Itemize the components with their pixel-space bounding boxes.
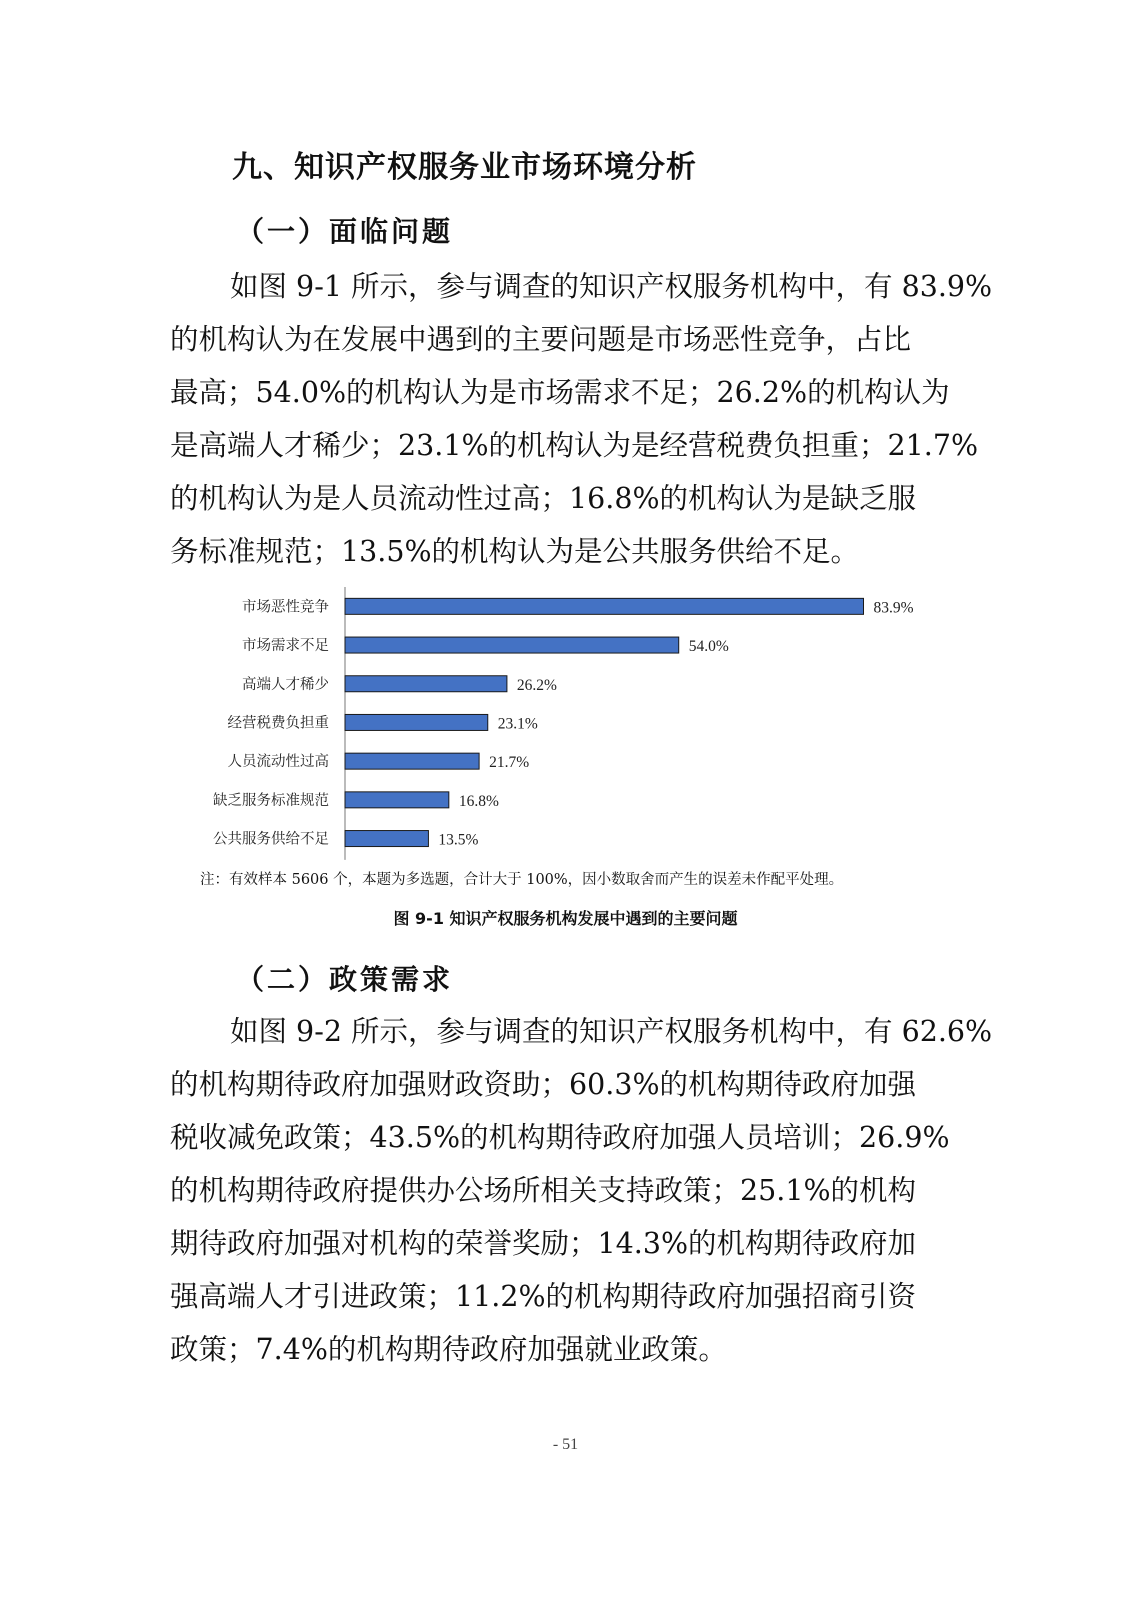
category-label: 公共服务供给不足	[213, 831, 329, 848]
paragraph-line: 如图 9-2 所示，参与调查的知识产权服务机构中，有 62.6%	[230, 1015, 993, 1048]
paragraph-line: 最高；54.0%的机构认为是市场需求不足；26.2%的机构认为	[170, 376, 950, 409]
paragraph-line: 是高端人才稀少；23.1%的机构认为是经营税费负担重；21.7%	[170, 429, 979, 462]
paragraph-line: 政策；7.4%的机构期待政府加强就业政策。	[170, 1333, 727, 1366]
data-label: 13.5%	[438, 831, 479, 849]
bar	[345, 637, 679, 653]
bar	[345, 598, 864, 614]
chart-note: 注：有效样本 5606 个，本题为多选题，合计大于 100%，因小数取舍而产生的误差未作配平处理。	[200, 872, 844, 888]
paragraph-line: 如图 9-1 所示，参与调查的知识产权服务机构中，有 83.9%	[230, 270, 993, 303]
paragraph-line: 期待政府加强对机构的荣誉奖励；14.3%的机构期待政府加	[170, 1227, 917, 1260]
category-label: 高端人才稀少	[242, 676, 329, 693]
data-label: 26.2%	[516, 676, 557, 694]
bar	[345, 792, 449, 808]
paragraph-line: 的机构认为是人员流动性过高；16.8%的机构认为是缺乏服	[170, 482, 917, 515]
section-title: 九、知识产权服务业市场环境分析	[232, 150, 697, 185]
data-label: 83.9%	[873, 599, 914, 617]
bar	[345, 831, 428, 847]
paragraph-problems	[170, 260, 993, 578]
data-label: 16.8%	[458, 792, 499, 810]
bar	[345, 753, 479, 769]
subsection-title-policy: （二）政策需求	[236, 963, 454, 996]
subsection-title-problems: （一）面临问题	[236, 215, 454, 248]
data-label: 23.1%	[497, 715, 538, 733]
paragraph-line: 务标准规范；13.5%的机构认为是公共服务供给不足。	[170, 535, 860, 568]
bar-chart	[180, 585, 940, 860]
category-label: 缺乏服务标准规范	[213, 792, 329, 809]
figure-caption: 图 9-1 知识产权服务机构发展中遇到的主要问题	[393, 909, 738, 928]
paragraph-line: 的机构认为在发展中遇到的主要问题是市场恶性竞争，占比	[170, 323, 912, 356]
paragraph-line: 的机构期待政府提供办公场所相关支持政策；25.1%的机构	[170, 1174, 917, 1207]
data-label: 54.0%	[688, 638, 729, 656]
paragraph-line: 税收减免政策；43.5%的机构期待政府加强人员培训；26.9%	[170, 1121, 950, 1154]
bar	[345, 714, 488, 730]
paragraph-policy	[170, 1005, 993, 1376]
page-number: - 51	[552, 1436, 579, 1453]
bar	[345, 676, 507, 692]
category-label: 经营税费负担重	[227, 715, 329, 732]
data-label: 21.7%	[489, 754, 530, 772]
paragraph-line: 强高端人才引进政策；11.2%的机构期待政府加强招商引资	[170, 1280, 917, 1313]
category-label: 市场需求不足	[242, 638, 329, 655]
category-label: 人员流动性过高	[227, 754, 329, 771]
paragraph-line: 的机构期待政府加强财政资助；60.3%的机构期待政府加强	[170, 1068, 917, 1101]
category-label: 市场恶性竞争	[242, 599, 329, 616]
